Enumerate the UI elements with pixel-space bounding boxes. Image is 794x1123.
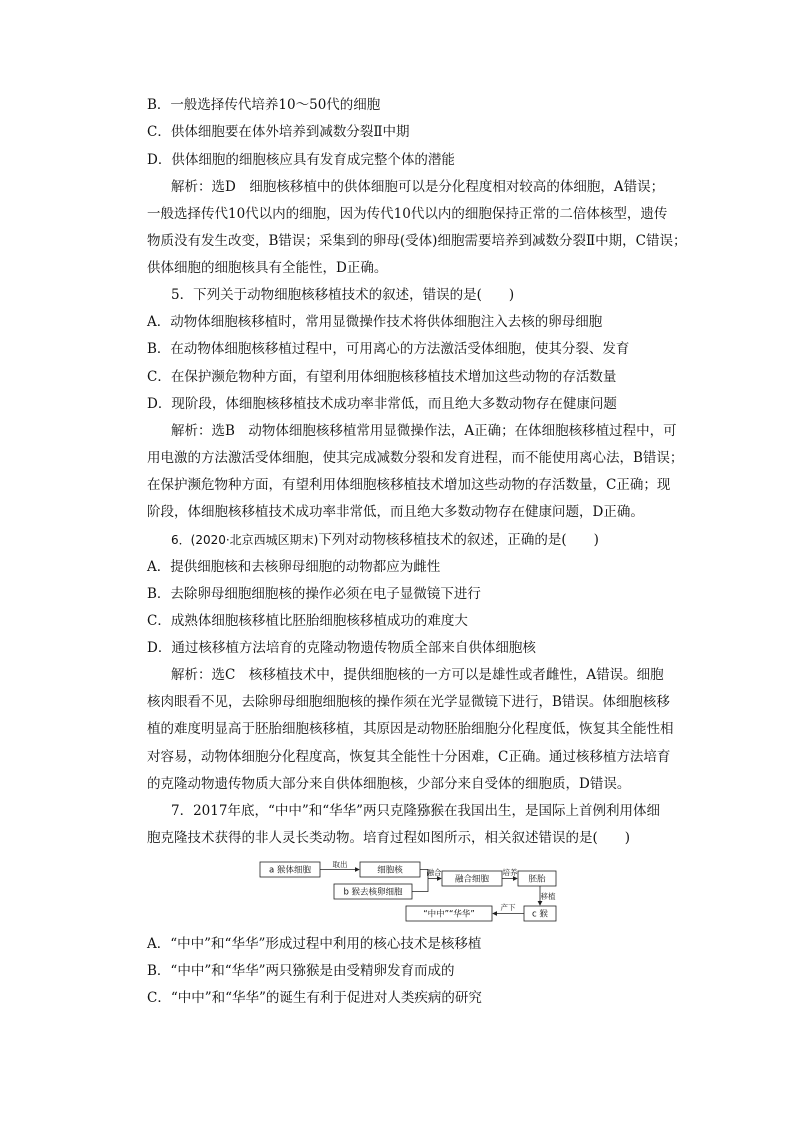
option-c: C．在保护濒危物种方面，有望利用体细胞核移植技术增加这些动物的存活数量 [147,369,617,385]
question-6-text: 下列对动物核移植技术的叙述，正确的是( ) [318,532,599,548]
label-transplant: 移植 [540,892,556,901]
option-a: A．“中中”和“华华”形成过程中利用的核心技术是核移植 [147,936,482,952]
label-extract: 取出 [332,860,348,869]
explanation-line: 核肉眼看不见，去除卵母细胞细胞核的操作须在光学显微镜下进行，B错误。体细胞核移 [147,694,670,710]
label-box-a: a 猴体细胞 [269,865,311,876]
explanation-line: 一般选择传代10代以内的细胞，因为传代10代以内的细胞保持正常的二倍体核型，遗传 [147,206,668,222]
option-b: B．一般选择传代培养10～50代的细胞 [147,97,381,113]
explanation-line: 阶段，体细胞核移植技术成功率非常低，而且绝大多数动物存在健康问题，D正确。 [147,504,644,520]
label-box-embryo: 胚胎 [528,874,546,885]
option-a: A．提供细胞核和去核卵母细胞的动物都应为雌性 [147,559,441,575]
explanation-line: 解析：选D 细胞核移植中的供体细胞可以是分化程度相对较高的体细胞，A错误； [171,179,665,195]
option-c: C．供体细胞要在体外培养到减数分裂Ⅱ中期 [147,124,410,140]
option-d: D．现阶段，体细胞核移植技术成功率非常低，而且绝大多数动物存在健康问题 [147,396,617,412]
label-box-b: b 猴去核卵细胞 [343,887,403,898]
explanation-line: 物质没有发生改变，B错误；采集到的卵母(受体)细胞需要培养到减数分裂Ⅱ中期，C错误； [147,233,687,249]
option-b: B．“中中”和“华华”两只猕猴是由受精卵发育而成的 [147,963,455,979]
label-box-nucleus: 细胞核 [377,865,403,876]
label-box-fused: 融合细胞 [454,874,490,885]
explanation-line: 植的难度明显高于胚胎细胞核移植，其原因是动物胚胎细胞分化程度低，恢复其全能性相 [147,721,674,737]
question-6-stem [171,531,599,549]
option-a: A．动物体细胞核移植时，常用显微操作技术将供体细胞注入去核的卵母细胞 [147,314,603,330]
explanation-line: 供体细胞的细胞核具有全能性，D正确。 [147,260,388,276]
question-7-stem: 胞克隆技术获得的非人灵长类动物。培育过程如图所示，相关叙述错误的是( ) [147,830,631,846]
explanation-line: 对容易，动物体细胞分化程度高，恢复其全能性十分困难，C正确。通过核移植方法培育 [147,749,671,765]
explanation-line: 解析：选C 核移植技术中，提供细胞核的一方可以是雄性或者雌性，A错误。细胞 [171,667,664,683]
explanation-line: 解析：选B 动物体细胞核移植常用显微操作法，A正确；在体细胞核移植过程中，可 [171,423,677,439]
question-source: 6．(2020·北京西城区期末) [171,533,319,547]
label-box-c: c 猴 [532,909,548,920]
question-5-stem: 5．下列关于动物细胞核移植技术的叙述，错误的是( ) [171,287,515,303]
option-c: C．成熟体细胞核移植比胚胎细胞核移植成功的难度大 [147,613,468,629]
explanation-line: 用电激的方法激活受体细胞，使其完成减数分裂和发育进程，而不能使用离心法，B错误； [147,450,684,466]
question-7-stem: 7．2017年底，“中中”和“华华”两只克隆猕猴在我国出生，是国际上首例利用体细 [171,803,661,819]
cloning-flow-diagram [258,858,558,926]
label-birth: 产下 [500,903,516,912]
option-c: C．“中中”和“华华”的诞生有利于促进对人类疾病的研究 [147,990,482,1006]
option-b: B．去除卵母细胞细胞核的操作必须在电子显微镜下进行 [147,586,481,602]
label-fuse: 融合 [426,868,442,877]
option-d: D．通过核移植方法培育的克隆动物遗传物质全部来自供体细胞核 [147,640,536,656]
option-b: B．在动物体细胞核移植过程中，可用离心的方法激活受体细胞，使其分裂、发育 [147,341,630,357]
label-culture: 培养 [502,868,518,877]
explanation-line: 在保护濒危物种方面，有望利用体细胞核移植技术增加这些动物的存活数量，C正确；现 [147,477,671,493]
option-d: D．供体细胞的细胞核应具有发育成完整个体的潜能 [147,152,455,168]
explanation-line: 的克隆动物遗传物质大部分来自供体细胞核，少部分来自受体的细胞质，D错误。 [147,776,631,792]
label-box-offspring: “中中”“华华” [423,909,475,920]
